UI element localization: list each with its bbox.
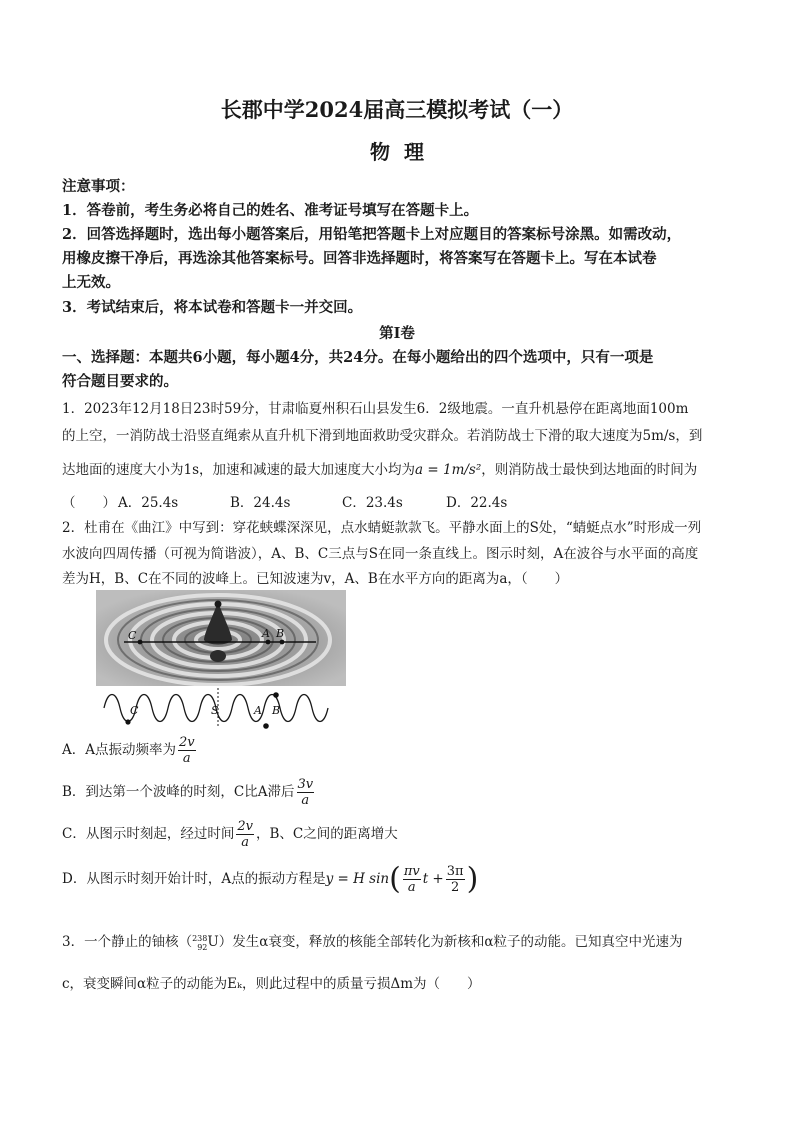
frac-d1-num: πv <box>403 864 420 879</box>
q2-option-b-fraction <box>297 777 315 808</box>
water-ripple-photo <box>96 590 346 686</box>
frac-c-den: a <box>241 835 250 850</box>
left-paren: ( <box>389 861 401 897</box>
frac-a-num: 2v <box>179 735 195 750</box>
notice-item-3: 3．考试结束后，将本试卷和答题卡一并交回。 <box>62 299 363 316</box>
q2-option-d-time-term: t + <box>422 871 444 887</box>
q3-line-1-start: 3．一个静止的铀核（ <box>62 934 193 950</box>
q2-option-b-text: B．到达第一个波峰的时刻，C比A滞后 <box>62 784 295 800</box>
q2-option-d <box>62 861 479 897</box>
section-heading-line-2: 符合题目要求的。 <box>62 373 178 390</box>
q2-option-d-fraction-2 <box>446 864 465 895</box>
wave-label-b: B <box>272 704 281 717</box>
subject-title: 物理 <box>370 140 438 164</box>
wave-label-c: C <box>130 704 139 717</box>
photo-label-b: B <box>276 627 285 640</box>
nuclide-symbol: U <box>207 934 219 950</box>
q3-line-2: c，衰变瞬间α粒子的动能为Eₖ，则此过程中的质量亏损Δm为（ ） <box>62 976 481 992</box>
volume-label: 第Ⅰ卷 <box>379 325 415 342</box>
q2-option-d-text: D．从图示时刻开始计时，A点的振动方程是 <box>62 871 326 887</box>
q2-line-1: 2．杜甫在《曲江》中写到：穿花蛱蝶深深见，点水蜻蜓款款飞。平静水面上的S处，“蜻蜓点水”时形成一列 <box>62 520 702 536</box>
frac-a-den: a <box>182 751 191 766</box>
q2-option-c-fraction <box>236 819 254 850</box>
q2-option-c-text-end: ，B、C之间的距离增大 <box>255 826 398 842</box>
wave-label-a: A <box>254 704 262 717</box>
q2-line-2: 水波向四周传播（可视为简谐波），A、B、C三点与S在同一条直线上。图示时刻，A在波谷与水平面的高度 <box>62 546 699 562</box>
exam-title: 长郡中学2024届高三模拟考试（一） <box>220 97 574 122</box>
q1-option-d: D．22.4s <box>446 495 508 511</box>
notice-item-2-line-3: 上无效。 <box>62 274 120 291</box>
q2-option-d-equation-lhs: y = H sin <box>325 871 390 887</box>
standing-wave-diagram <box>96 686 346 730</box>
section-heading-line-1: 一、选择题：本题共6小题，每小题4分，共24分。在每小题给出的四个选项中，只有一项是 <box>62 349 654 366</box>
notice-item-2-line-2: 用橡皮擦干净后，再选涂其他答案标号。回答非选择题时，将答案写在答题卡上。写在本试卷 <box>62 250 657 267</box>
frac-d1-den: a <box>407 880 416 895</box>
q1-line-3 <box>62 458 697 478</box>
q2-option-c-text-start: C．从图示时刻起，经过时间 <box>62 826 235 842</box>
q2-line-3: 差为H，B、C在不同的波峰上。已知波速为v，A、B在水平方向的距离为a，（ ） <box>62 571 569 587</box>
frac-d2-num: 3π <box>446 864 464 879</box>
q1-acceleration-equation: a = 1m/s² <box>415 462 482 478</box>
q2-option-a <box>62 735 198 766</box>
q1-option-a: A．25.4s <box>118 495 179 511</box>
q1-line-3-end: ，则消防战士最快到达地面的时间为 <box>481 462 698 478</box>
notice-item-2-line-1: 2．回答选择题时，选出每小题答案后，用铅笔把答题卡上对应题目的答案标号涂黑。如需改动， <box>62 226 682 243</box>
q1-option-b: B．24.4s <box>230 495 291 511</box>
q2-option-d-fraction-1 <box>403 864 421 895</box>
notice-item-1: 1．答卷前，考生务必将自己的姓名、准考证号填写在答题卡上。 <box>62 202 479 219</box>
notice-heading: 注意事项： <box>62 178 135 195</box>
q2-option-b <box>62 777 316 808</box>
right-paren: ) <box>466 861 479 897</box>
q3-line-1 <box>62 930 683 952</box>
q1-line-3-start: 达地面的速度大小为1s，加速和减速的最大加速度大小均为 <box>62 462 416 478</box>
frac-b-num: 3v <box>297 777 314 792</box>
q1-bracket: （ ） <box>62 495 116 511</box>
q1-option-c: C．23.4s <box>342 495 403 511</box>
frac-b-den: a <box>301 793 310 808</box>
photo-label-c: C <box>128 629 137 642</box>
wave-label-s: S <box>211 704 219 717</box>
frac-d2-den: 2 <box>451 880 460 895</box>
q1-line-2: 的上空，一消防战士沿竖直绳索从直升机下滑到地面救助受灾群众。若消防战士下滑的取大速度为5m/s，到 <box>62 428 703 444</box>
frac-c-num: 2v <box>237 819 253 834</box>
photo-label-a: A <box>262 627 270 640</box>
q2-option-a-fraction <box>178 735 196 766</box>
q2-option-c <box>62 819 398 850</box>
nuclide-charge-number: 92 <box>197 942 208 952</box>
q3-line-1-end: ）发生α衰变，释放的核能全部转化为新核和α粒子的动能。已知真空中光速为 <box>218 934 683 950</box>
nuclide-mass-number: 238 <box>192 933 208 943</box>
q1-line-1: 1．2023年12月18日23时59分，甘肃临夏州积石山县发生6．2级地震。一直升机悬停在距离地面100m <box>62 401 689 417</box>
nuclide-numbers <box>192 934 207 952</box>
q2-option-a-text: A．A点振动频率为 <box>62 742 176 758</box>
